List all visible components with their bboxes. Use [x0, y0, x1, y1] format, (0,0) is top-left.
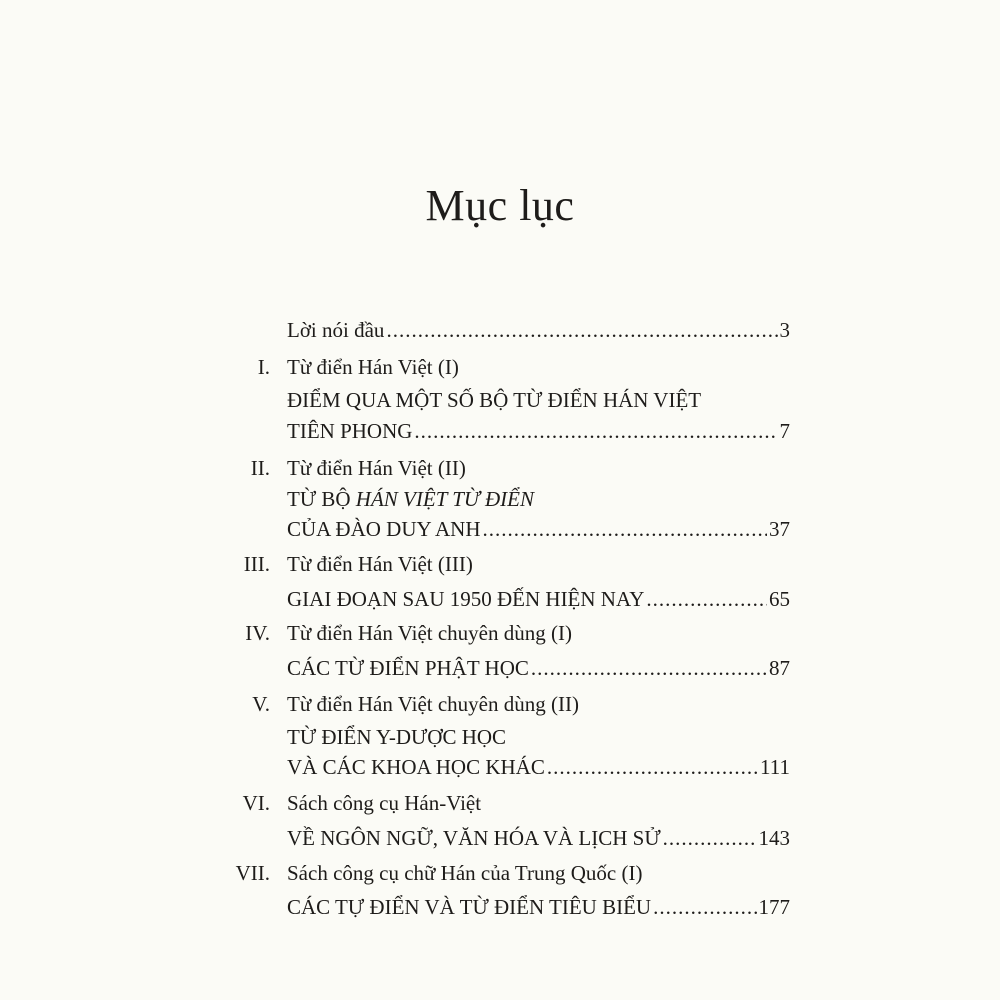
toc-page-number: 37	[769, 517, 790, 541]
toc-page-number: 87	[769, 656, 790, 680]
chapter-number: III.	[243, 552, 270, 576]
toc-entry-title: CÁC TỰ ĐIỂN VÀ TỪ ĐIỂN TIÊU BIỂU	[287, 895, 652, 919]
chapter-number: VI.	[242, 791, 270, 815]
toc-page-number: 111	[760, 755, 790, 779]
dot-leader	[482, 517, 767, 542]
chapter-heading	[287, 487, 534, 512]
chapter-number: VII.	[235, 861, 270, 885]
chapter-subtitle: Từ điển Hán Việt (III)	[287, 552, 473, 576]
chapter-subtitle: Từ điển Hán Việt chuyên dùng (II)	[287, 692, 579, 716]
dot-leader	[653, 895, 756, 920]
toc-entry-title: TIÊN PHONG	[287, 419, 413, 443]
toc-entry-title: Lời nói đầu	[287, 318, 385, 342]
toc-entry-title: VỀ NGÔN NGỮ, VĂN HÓA VÀ LỊCH SỬ	[287, 826, 661, 850]
toc-entry-chapter-1[interactable]	[287, 419, 790, 444]
dot-leader	[663, 826, 757, 851]
book-title-italic: HÁN VIỆT TỪ ĐIỂN	[355, 487, 534, 511]
toc-entry-chapter-4[interactable]	[287, 656, 790, 681]
dot-leader	[414, 419, 777, 444]
dot-leader	[547, 755, 758, 780]
toc-entry-chapter-3[interactable]	[287, 587, 790, 612]
chapter-heading-prefix: TỪ BỘ	[287, 487, 356, 511]
dot-leader	[646, 587, 767, 612]
chapter-subtitle: Từ điển Hán Việt (II)	[287, 456, 466, 480]
chapter-subtitle: Sách công cụ chữ Hán của Trung Quốc (I)	[287, 861, 643, 885]
toc-page-number: 177	[758, 895, 790, 919]
chapter-number: I.	[257, 355, 270, 379]
toc-entry-chapter-7[interactable]	[287, 895, 790, 920]
chapter-number: II.	[250, 456, 270, 480]
chapter-number: IV.	[245, 621, 270, 645]
toc-entry-title: GIAI ĐOẠN SAU 1950 ĐẾN HIỆN NAY	[287, 587, 645, 611]
page-title: Mục lục	[425, 181, 575, 230]
chapter-heading: ĐIỂM QUA MỘT SỐ BỘ TỪ ĐIỂN HÁN VIỆT	[287, 388, 702, 412]
chapter-number: V.	[252, 692, 270, 716]
toc-page-number: 7	[779, 419, 790, 443]
toc-entry-preface[interactable]	[287, 318, 790, 343]
chapter-subtitle: Sách công cụ Hán-Việt	[287, 791, 482, 815]
toc-entry-title: VÀ CÁC KHOA HỌC KHÁC	[287, 755, 545, 779]
toc-entry-title: CÁC TỪ ĐIỂN PHẬT HỌC	[287, 656, 529, 680]
toc-entry-chapter-6[interactable]	[287, 826, 790, 851]
toc-entry-chapter-5[interactable]	[287, 755, 790, 780]
toc-page-number: 143	[758, 826, 790, 850]
toc-page-number: 65	[769, 587, 790, 611]
chapter-subtitle: Từ điển Hán Việt (I)	[287, 355, 459, 379]
dot-leader	[531, 656, 767, 681]
chapter-heading: TỪ ĐIỂN Y-DƯỢC HỌC	[287, 725, 507, 749]
toc-page-number: 3	[779, 318, 790, 342]
chapter-subtitle: Từ điển Hán Việt chuyên dùng (I)	[287, 621, 572, 645]
dot-leader	[386, 318, 777, 343]
toc-entry-title: CỦA ĐÀO DUY ANH	[287, 517, 481, 541]
toc-entry-chapter-2[interactable]	[287, 517, 790, 542]
